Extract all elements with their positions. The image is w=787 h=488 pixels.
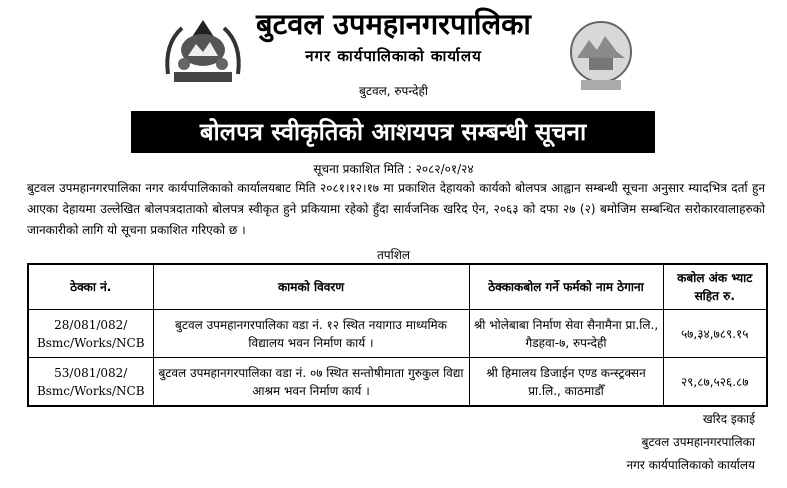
header-amount: कबोल अंक भ्याट सहित रु.: [663, 264, 767, 310]
signature-unit: खरिद इकाई: [702, 412, 755, 426]
header-contract-no: ठेक्का नं.: [28, 264, 153, 310]
office-title: बुटवल उपमहानगरपालिका: [256, 7, 531, 41]
signature-block: [515, 408, 755, 477]
table-header-row: [28, 264, 767, 310]
works-table: [27, 263, 768, 407]
signature-office-sub: नगर कार्यपालिकाको कार्यालय: [626, 458, 755, 472]
letterhead: [0, 0, 787, 110]
notice-banner: बोलपत्र स्वीकृतिको आशयपत्र सम्बन्धी सूचना: [131, 111, 655, 153]
office-subtitle: नगर कार्यपालिकाको कार्यालय: [305, 47, 482, 65]
cell-description: बुटवल उपमहानगरपालिका वडा नं. ०७ स्थित सन्तोषीमाता गुरुकुल विद्या आश्रम भवन निर्माण कार्य ।: [153, 358, 469, 407]
cell-firm: श्री हिमालय डिजाईन एण्ड कन्स्ट्रक्सन प्रा.लि., काठमाडौँ: [469, 358, 663, 407]
header-description: कामको विवरण: [153, 264, 469, 310]
signature-office: बुटवल उपमहानगरपालिका: [641, 435, 755, 449]
published-date: सूचना प्रकाशित मिति : २०८२/०१/२४: [313, 162, 474, 176]
schedule-label: तपशिल: [376, 248, 411, 262]
cell-amount: ५७,३४,७८९.१५: [663, 310, 767, 358]
cell-amount: २९,८७,५२६.८७: [663, 358, 767, 407]
table-row: [28, 310, 767, 358]
cell-contract-no: 53/081/082/ Bsmc/Works/NCB: [28, 358, 153, 407]
cell-description: बुटवल उपमहानगरपालिका वडा नं. १२ स्थित नयागाउ माध्यमिक विद्यालय भवन निर्माण कार्य ।: [153, 310, 469, 358]
cell-contract-no: 28/081/082/ Bsmc/Works/NCB: [28, 310, 153, 358]
table-row: [28, 358, 767, 407]
office-place: बुटवल, रुपन्देही: [359, 84, 428, 98]
notice-paragraph: बुटवल उपमहानगरपालिका नगर कार्यपालिकाको कार्यालयबाट मिति २०८१।१२।१७ मा प्रकाशित देहायको कार्यको बोलपत्र आह्वान सम्बन्धी सूचना अनुसार म्यादभित्र दर्ता हुन आएका देहायमा उल्लेखित बोलपत्रदाताको बोलपत्र स्वीकृत हुने प्रकियामा रहेको हुँदा सार्वजनिक खरिद ऐन, २०६३ को दफा २७ (२) बमोजिम सम्बन्धित सरोकारवालाहरुको जानकारीको लागि यो सूचना प्रकाशित गरिएको छ ।: [27, 181, 765, 237]
cell-firm: श्री भोलेबाबा निर्माण सेवा सैनामैना प्रा.लि., गैडहवा-७, रुपन्देही: [469, 310, 663, 358]
header-firm: ठेक्काकबोल गर्ने फर्मको नाम ठेगाना: [469, 264, 663, 310]
municipality-emblem-icon: [565, 18, 637, 94]
